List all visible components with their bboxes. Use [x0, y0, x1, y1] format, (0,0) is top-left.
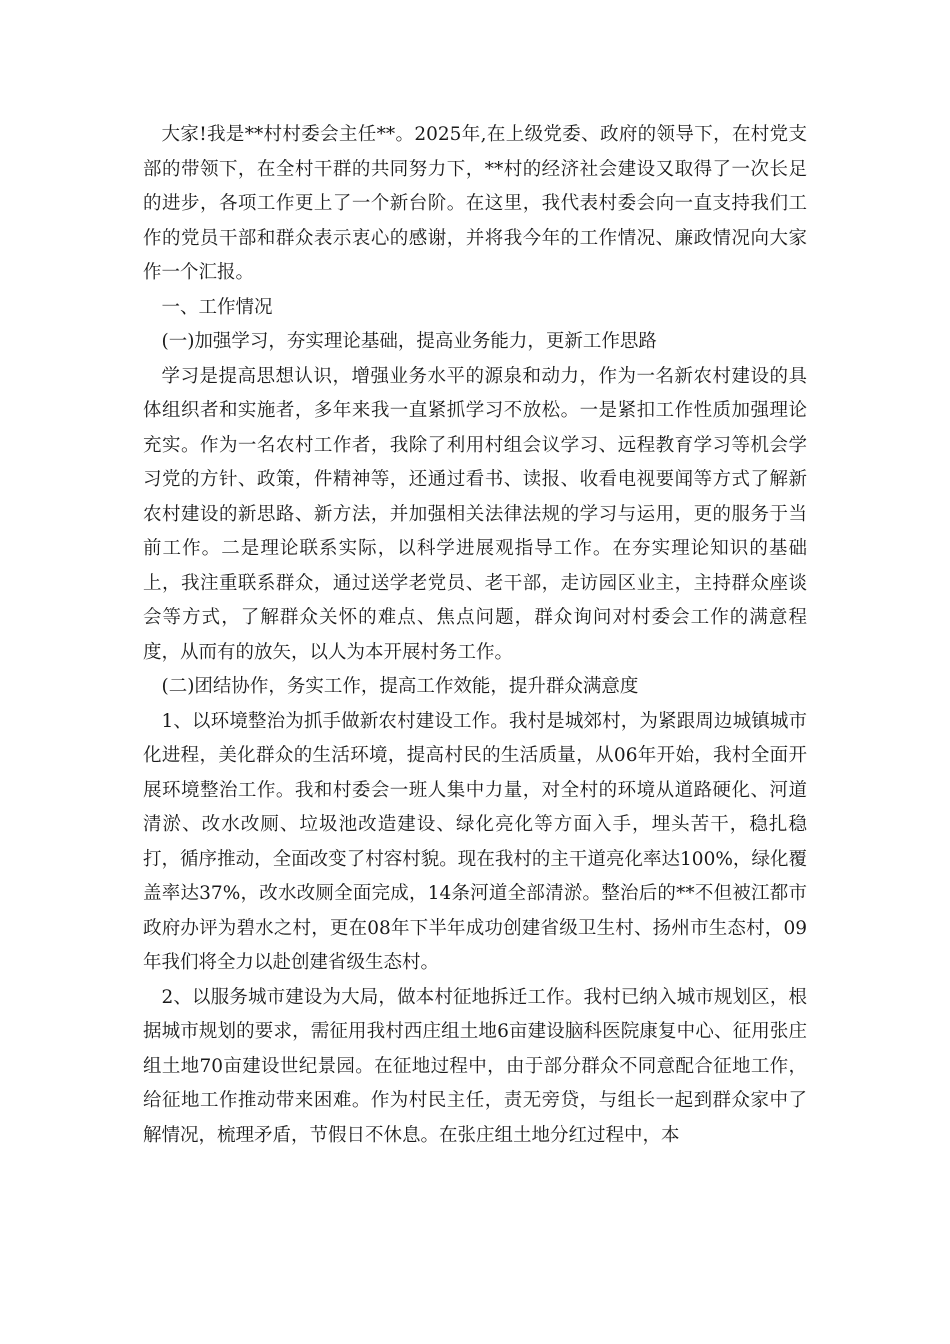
document-body	[143, 118, 807, 1153]
paragraph-study: 学习是提高思想认识，增强业务水平的源泉和动力，作为一名新农村建设的具体组织者和实施者，多年来我一直紧抓学习不放松。一是紧扣工作性质加强理论充实。作为一名农村工作者，我除了利用村组会议学习、远程教育学习等机会学习党的方针、政策，件精神等，还通过看书、读报、收看电视要闻等方式了解新农村建设的新思路、新方法，并加强相关法律法规的学习与运用，更的服务于当前工作。二是理论联系实际，以科学进展观指导工作。在夯实理论知识的基础上，我注重联系群众，通过送学老党员、老干部，走访园区业主，主持群众座谈会等方式，了解群众关怀的难点、焦点问题，群众询问对村委会工作的满意程度，从而有的放矢，以人为本开展村务工作。	[143, 365, 807, 663]
paragraph-intro: 大家!我是**村村委会主任**。2025年,在上级党委、政府的领导下，在村党支部的带领下，在全村干群的共同努力下，**村的经济社会建设又取得了一次长足的进步，各项工作更上了一个新台阶。在这里，我代表村委会向一直支持我们工作的党员干部和群众表示衷心的感谢，并将我今年的工作情况、廉政情况向大家作一个汇报。	[143, 124, 807, 283]
section-heading-work: 一、工作情况	[161, 296, 273, 318]
paragraph-environment: 1、以环境整治为抓手做新农村建设工作。我村是城郊村，为紧跟周边城镇城市化进程，美化群众的生活环境，提高村民的生活质量，从06年开始，我村全面开展环境整治工作。我和村委会一班人集中力量，对全村的环境从道路硬化、河道清淤、改水改厕、垃圾池改造建设、绿化亮化等方面入手，埋头苦干，稳扎稳打，循序推动，全面改变了村容村貌。现在我村的主干道亮化率达100%，绿化覆盖率达37%，改水改厕全面完成，14条河道全部清淤。整治后的**不但被江都市政府办评为碧水之村，更在08年下半年成功创建省级卫生村、扬州市生态村，09年我们将全力以赴创建省级生态村。	[143, 710, 807, 973]
paragraph-land-acquisition: 2、以服务城市建设为大局，做本村征地拆迁工作。我村已纳入城市规划区，根据城市规划的要求，需征用我村西庄组土地6亩建设脑科医院康复中心、征用张庄组土地70亩建设世纪景园。在征地过程中，由于部分群众不同意配合征地工作，给征地工作推动带来困难。作为村民主任，责无旁贷，与组长一起到群众家中了解情况，梳理矛盾，节假日不休息。在张庄组土地分红过程中，本	[143, 986, 807, 1146]
subsection-heading-study: (一)加强学习，夯实理论基础，提高业务能力，更新工作思路	[161, 331, 657, 352]
subsection-heading-cooperation: (二)团结协作，务实工作，提高工作效能，提升群众满意度	[161, 676, 639, 697]
